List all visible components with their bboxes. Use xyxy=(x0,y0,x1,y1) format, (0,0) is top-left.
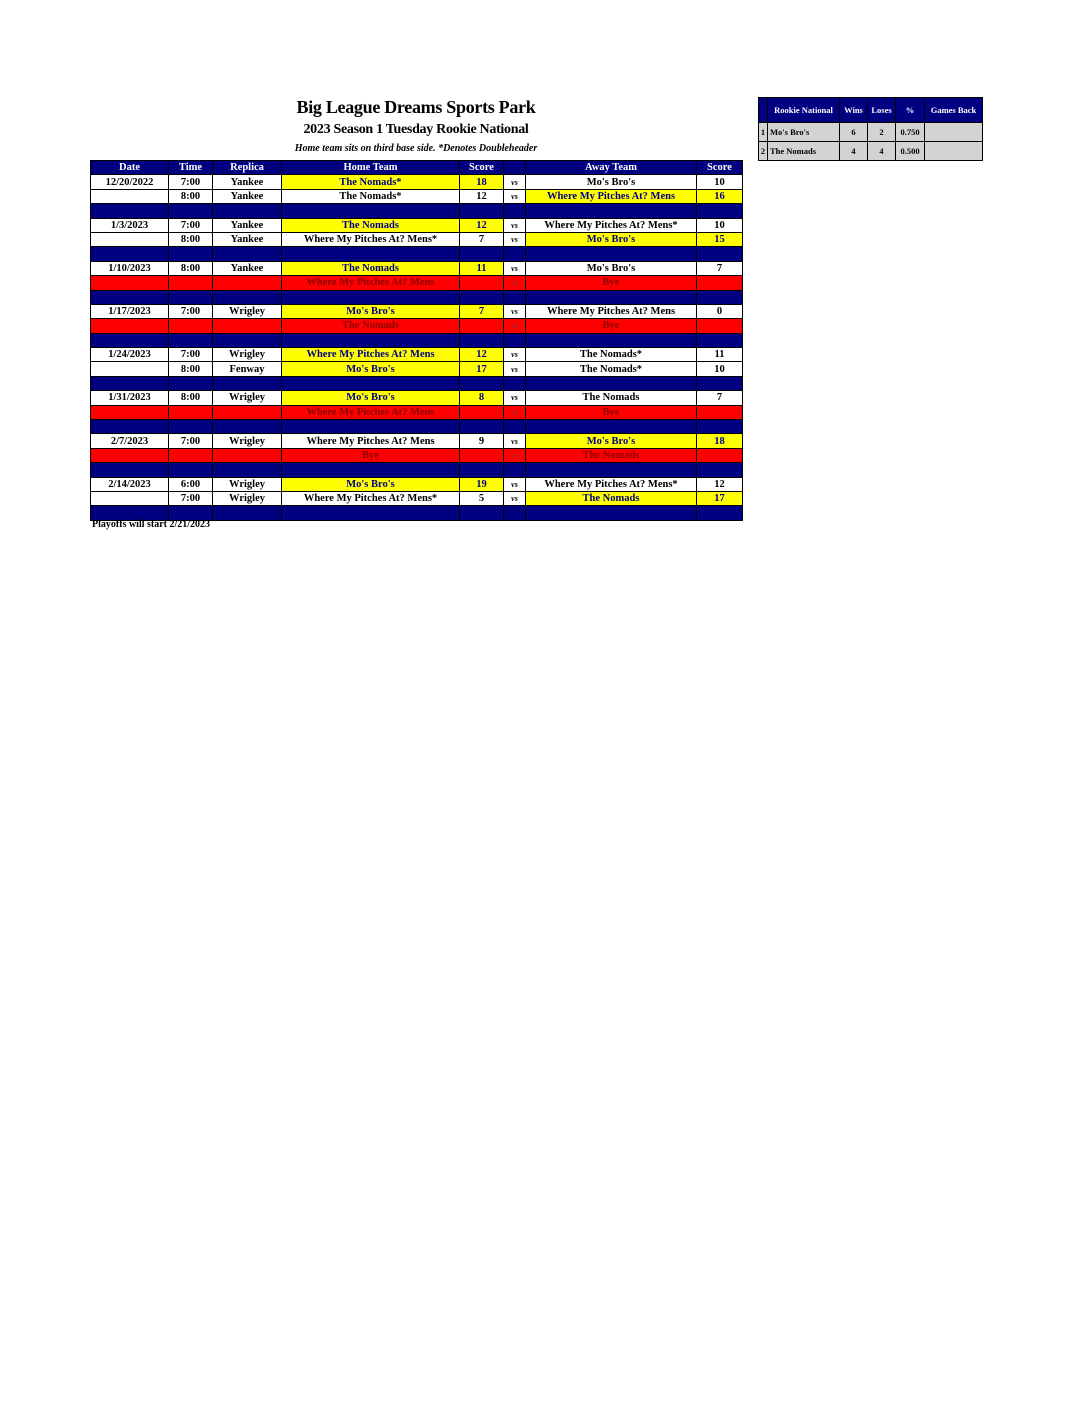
vs-label: vs xyxy=(504,491,526,505)
away-team-cell: Where My Pitches At? Mens* xyxy=(526,218,697,232)
separator-cell xyxy=(213,463,282,477)
separator-cell xyxy=(460,290,504,304)
separator-cell xyxy=(460,333,504,347)
replica-cell: Yankee xyxy=(213,232,282,246)
away-team-cell: Bye xyxy=(526,276,697,290)
separator-row xyxy=(91,376,743,390)
separator-cell xyxy=(697,247,743,261)
separator-cell xyxy=(697,290,743,304)
home-score-cell: 19 xyxy=(460,477,504,491)
standings-header-division: Rookie National xyxy=(768,98,840,123)
separator-cell xyxy=(697,506,743,520)
col-header-away-score: Score xyxy=(697,161,743,175)
separator-cell xyxy=(526,420,697,434)
separator-cell xyxy=(504,333,526,347)
home-score-cell: 8 xyxy=(460,391,504,405)
away-score-cell: 7 xyxy=(697,391,743,405)
time-cell xyxy=(169,276,213,290)
home-score-cell: 11 xyxy=(460,261,504,275)
separator-cell xyxy=(169,247,213,261)
date-cell: 12/20/2022 xyxy=(91,175,169,189)
col-header-away-team: Away Team xyxy=(526,161,697,175)
separator-cell xyxy=(213,333,282,347)
time-cell: 7:00 xyxy=(169,218,213,232)
separator-cell xyxy=(213,290,282,304)
vs-label: vs xyxy=(504,391,526,405)
separator-cell xyxy=(697,420,743,434)
separator-row xyxy=(91,290,743,304)
separator-cell xyxy=(282,247,460,261)
home-team-cell: Where My Pitches At? Mens xyxy=(282,405,460,419)
standings-wins: 6 xyxy=(840,123,868,142)
away-team-cell: The Nomads xyxy=(526,448,697,462)
standings-pct: 0.750 xyxy=(896,123,925,142)
separator-cell xyxy=(526,376,697,390)
away-team-cell: The Nomads xyxy=(526,391,697,405)
away-score-cell: 16 xyxy=(697,189,743,203)
home-team-cell: Mo's Bro's xyxy=(282,391,460,405)
bye-row xyxy=(91,405,743,419)
separator-cell xyxy=(697,333,743,347)
game-row xyxy=(91,261,743,275)
playoffs-note: Playoffs will start 2/21/2023 xyxy=(92,519,211,530)
time-cell xyxy=(169,405,213,419)
date-cell: 1/17/2023 xyxy=(91,304,169,318)
separator-cell xyxy=(282,463,460,477)
home-team-cell: Mo's Bro's xyxy=(282,477,460,491)
separator-cell xyxy=(282,204,460,218)
home-score-cell: 9 xyxy=(460,434,504,448)
date-cell: 1/10/2023 xyxy=(91,261,169,275)
away-team-cell: Mo's Bro's xyxy=(526,261,697,275)
date-cell: 2/7/2023 xyxy=(91,434,169,448)
separator-cell xyxy=(169,420,213,434)
away-team-cell: Where My Pitches At? Mens* xyxy=(526,477,697,491)
home-score-cell: 12 xyxy=(460,189,504,203)
replica-cell xyxy=(213,448,282,462)
vs-label: vs xyxy=(504,477,526,491)
home-score-cell: 12 xyxy=(460,348,504,362)
standings-rank: 2 xyxy=(759,142,768,161)
date-cell: 1/3/2023 xyxy=(91,218,169,232)
standings-team: Mo's Bro's xyxy=(768,123,840,142)
separator-cell xyxy=(460,376,504,390)
separator-cell xyxy=(526,463,697,477)
date-cell xyxy=(91,189,169,203)
time-cell: 7:00 xyxy=(169,304,213,318)
separator-cell xyxy=(460,463,504,477)
replica-cell: Wrigley xyxy=(213,491,282,505)
col-header-vs xyxy=(504,161,526,175)
separator-cell xyxy=(504,463,526,477)
replica-cell: Yankee xyxy=(213,175,282,189)
schedule-body xyxy=(91,175,743,520)
home-score-cell: 7 xyxy=(460,304,504,318)
vs-label: vs xyxy=(504,276,526,290)
home-team-cell: Where My Pitches At? Mens* xyxy=(282,491,460,505)
date-cell xyxy=(91,362,169,376)
standings-header-rank xyxy=(759,98,768,123)
bye-row xyxy=(91,448,743,462)
separator-cell xyxy=(91,376,169,390)
separator-cell xyxy=(169,333,213,347)
vs-label: vs xyxy=(504,261,526,275)
separator-cell xyxy=(504,506,526,520)
vs-label: vs xyxy=(504,218,526,232)
home-team-cell: Mo's Bro's xyxy=(282,304,460,318)
separator-cell xyxy=(526,506,697,520)
separator-cell xyxy=(504,376,526,390)
replica-cell: Wrigley xyxy=(213,348,282,362)
replica-cell: Yankee xyxy=(213,189,282,203)
away-team-cell: Mo's Bro's xyxy=(526,232,697,246)
home-score-cell xyxy=(460,319,504,333)
away-score-cell: 11 xyxy=(697,348,743,362)
page-subtitle: 2023 Season 1 Tuesday Rookie National xyxy=(303,122,529,137)
separator-cell xyxy=(169,204,213,218)
time-cell xyxy=(169,448,213,462)
vs-label: vs xyxy=(504,175,526,189)
vs-label: vs xyxy=(504,348,526,362)
vs-label: vs xyxy=(504,405,526,419)
vs-label: vs xyxy=(504,362,526,376)
schedule-note: Home team sits on third base side. *Denotes Doubleheader xyxy=(294,143,538,154)
separator-cell xyxy=(697,204,743,218)
away-team-cell: Where My Pitches At? Mens xyxy=(526,189,697,203)
separator-row xyxy=(91,420,743,434)
replica-cell xyxy=(213,405,282,419)
separator-cell xyxy=(504,204,526,218)
bye-row xyxy=(91,276,743,290)
standings-games-back xyxy=(925,142,983,161)
separator-cell xyxy=(282,506,460,520)
standings-pct: 0.500 xyxy=(896,142,925,161)
separator-row xyxy=(91,463,743,477)
page-title: Big League Dreams Sports Park xyxy=(296,97,536,117)
separator-cell xyxy=(169,290,213,304)
home-score-cell: 17 xyxy=(460,362,504,376)
col-header-time: Time xyxy=(169,161,213,175)
separator-cell xyxy=(282,376,460,390)
time-cell: 8:00 xyxy=(169,362,213,376)
home-team-cell: Where My Pitches At? Mens xyxy=(282,348,460,362)
game-row xyxy=(91,362,743,376)
separator-cell xyxy=(460,506,504,520)
replica-cell: Wrigley xyxy=(213,434,282,448)
away-score-cell: 10 xyxy=(697,175,743,189)
replica-cell xyxy=(213,276,282,290)
date-cell: 1/24/2023 xyxy=(91,348,169,362)
date-cell xyxy=(91,405,169,419)
replica-cell: Fenway xyxy=(213,362,282,376)
standings-team: The Nomads xyxy=(768,142,840,161)
away-score-cell: 0 xyxy=(697,304,743,318)
schedule-header-row xyxy=(91,161,743,175)
home-team-cell: Where My Pitches At? Mens xyxy=(282,434,460,448)
away-team-cell: Bye xyxy=(526,319,697,333)
home-team-cell: The Nomads xyxy=(282,319,460,333)
separator-cell xyxy=(526,333,697,347)
schedule-table xyxy=(90,160,743,521)
time-cell: 7:00 xyxy=(169,491,213,505)
vs-label: vs xyxy=(504,304,526,318)
time-cell: 6:00 xyxy=(169,477,213,491)
separator-cell xyxy=(526,290,697,304)
away-team-cell: The Nomads xyxy=(526,491,697,505)
separator-row xyxy=(91,247,743,261)
away-score-cell: 10 xyxy=(697,218,743,232)
separator-cell xyxy=(282,333,460,347)
time-cell: 7:00 xyxy=(169,434,213,448)
home-score-cell xyxy=(460,276,504,290)
vs-label: vs xyxy=(504,232,526,246)
game-row xyxy=(91,218,743,232)
date-cell xyxy=(91,491,169,505)
home-score-cell: 12 xyxy=(460,218,504,232)
separator-cell xyxy=(91,333,169,347)
game-row xyxy=(91,348,743,362)
standings-row xyxy=(759,123,983,142)
game-row xyxy=(91,232,743,246)
vs-label: vs xyxy=(504,189,526,203)
separator-cell xyxy=(460,247,504,261)
separator-cell xyxy=(91,463,169,477)
away-score-cell: 10 xyxy=(697,362,743,376)
away-score-cell: 18 xyxy=(697,434,743,448)
away-score-cell: 7 xyxy=(697,261,743,275)
game-row xyxy=(91,175,743,189)
away-score-cell: 17 xyxy=(697,491,743,505)
separator-cell xyxy=(697,463,743,477)
separator-cell xyxy=(213,506,282,520)
separator-row xyxy=(91,204,743,218)
separator-cell xyxy=(697,376,743,390)
standings-losses: 4 xyxy=(868,142,896,161)
home-score-cell xyxy=(460,405,504,419)
bye-row xyxy=(91,319,743,333)
standings-header-wins: Wins xyxy=(840,98,868,123)
home-score-cell: 5 xyxy=(460,491,504,505)
time-cell: 8:00 xyxy=(169,261,213,275)
separator-cell xyxy=(91,247,169,261)
date-cell xyxy=(91,276,169,290)
separator-cell xyxy=(460,420,504,434)
separator-row xyxy=(91,333,743,347)
standings-table xyxy=(758,97,983,161)
away-team-cell: Mo's Bro's xyxy=(526,434,697,448)
away-score-cell xyxy=(697,276,743,290)
away-team-cell: Mo's Bro's xyxy=(526,175,697,189)
home-score-cell: 7 xyxy=(460,232,504,246)
away-team-cell: Bye xyxy=(526,405,697,419)
separator-cell xyxy=(213,204,282,218)
standings-rank: 1 xyxy=(759,123,768,142)
away-team-cell: The Nomads* xyxy=(526,362,697,376)
home-score-cell xyxy=(460,448,504,462)
home-team-cell: The Nomads xyxy=(282,218,460,232)
home-team-cell: Where My Pitches At? Mens* xyxy=(282,232,460,246)
separator-cell xyxy=(213,247,282,261)
date-cell: 1/31/2023 xyxy=(91,391,169,405)
replica-cell: Wrigley xyxy=(213,477,282,491)
separator-cell xyxy=(91,290,169,304)
col-header-home-score: Score xyxy=(460,161,504,175)
date-cell xyxy=(91,319,169,333)
separator-cell xyxy=(504,290,526,304)
away-team-cell: The Nomads* xyxy=(526,348,697,362)
separator-cell xyxy=(91,420,169,434)
date-cell: 2/14/2023 xyxy=(91,477,169,491)
away-score-cell: 15 xyxy=(697,232,743,246)
separator-cell xyxy=(213,376,282,390)
col-header-replica: Replica xyxy=(213,161,282,175)
home-team-cell: The Nomads xyxy=(282,261,460,275)
separator-cell xyxy=(526,247,697,261)
date-cell xyxy=(91,448,169,462)
home-score-cell: 18 xyxy=(460,175,504,189)
separator-cell xyxy=(169,463,213,477)
col-header-home-team: Home Team xyxy=(282,161,460,175)
vs-label: vs xyxy=(504,319,526,333)
separator-cell xyxy=(213,420,282,434)
game-row xyxy=(91,477,743,491)
away-score-cell xyxy=(697,319,743,333)
time-cell: 7:00 xyxy=(169,348,213,362)
home-team-cell: Mo's Bro's xyxy=(282,362,460,376)
vs-label: vs xyxy=(504,448,526,462)
game-row xyxy=(91,391,743,405)
replica-cell: Yankee xyxy=(213,218,282,232)
col-header-date: Date xyxy=(91,161,169,175)
game-row xyxy=(91,491,743,505)
standings-header-games-back: Games Back xyxy=(925,98,983,123)
time-cell: 7:00 xyxy=(169,175,213,189)
standings-games-back xyxy=(925,123,983,142)
home-team-cell: The Nomads* xyxy=(282,189,460,203)
standings-header-row xyxy=(759,98,983,123)
date-cell xyxy=(91,232,169,246)
separator-cell xyxy=(169,376,213,390)
away-score-cell xyxy=(697,448,743,462)
game-row xyxy=(91,189,743,203)
separator-cell xyxy=(282,420,460,434)
home-team-cell: Bye xyxy=(282,448,460,462)
home-team-cell: The Nomads* xyxy=(282,175,460,189)
separator-cell xyxy=(460,204,504,218)
standings-row xyxy=(759,142,983,161)
game-row xyxy=(91,434,743,448)
away-score-cell: 12 xyxy=(697,477,743,491)
separator-cell xyxy=(504,420,526,434)
away-team-cell: Where My Pitches At? Mens xyxy=(526,304,697,318)
away-score-cell xyxy=(697,405,743,419)
standings-header-pct: % xyxy=(896,98,925,123)
time-cell xyxy=(169,319,213,333)
time-cell: 8:00 xyxy=(169,391,213,405)
standings-header-losses: Loses xyxy=(868,98,896,123)
separator-cell xyxy=(504,247,526,261)
replica-cell: Wrigley xyxy=(213,391,282,405)
replica-cell: Yankee xyxy=(213,261,282,275)
standings-wins: 4 xyxy=(840,142,868,161)
replica-cell: Wrigley xyxy=(213,304,282,318)
separator-cell xyxy=(91,204,169,218)
replica-cell xyxy=(213,319,282,333)
standings-losses: 2 xyxy=(868,123,896,142)
game-row xyxy=(91,304,743,318)
vs-label: vs xyxy=(504,434,526,448)
home-team-cell: Where My Pitches At? Mens xyxy=(282,276,460,290)
separator-cell xyxy=(282,290,460,304)
time-cell: 8:00 xyxy=(169,232,213,246)
time-cell: 8:00 xyxy=(169,189,213,203)
separator-cell xyxy=(526,204,697,218)
